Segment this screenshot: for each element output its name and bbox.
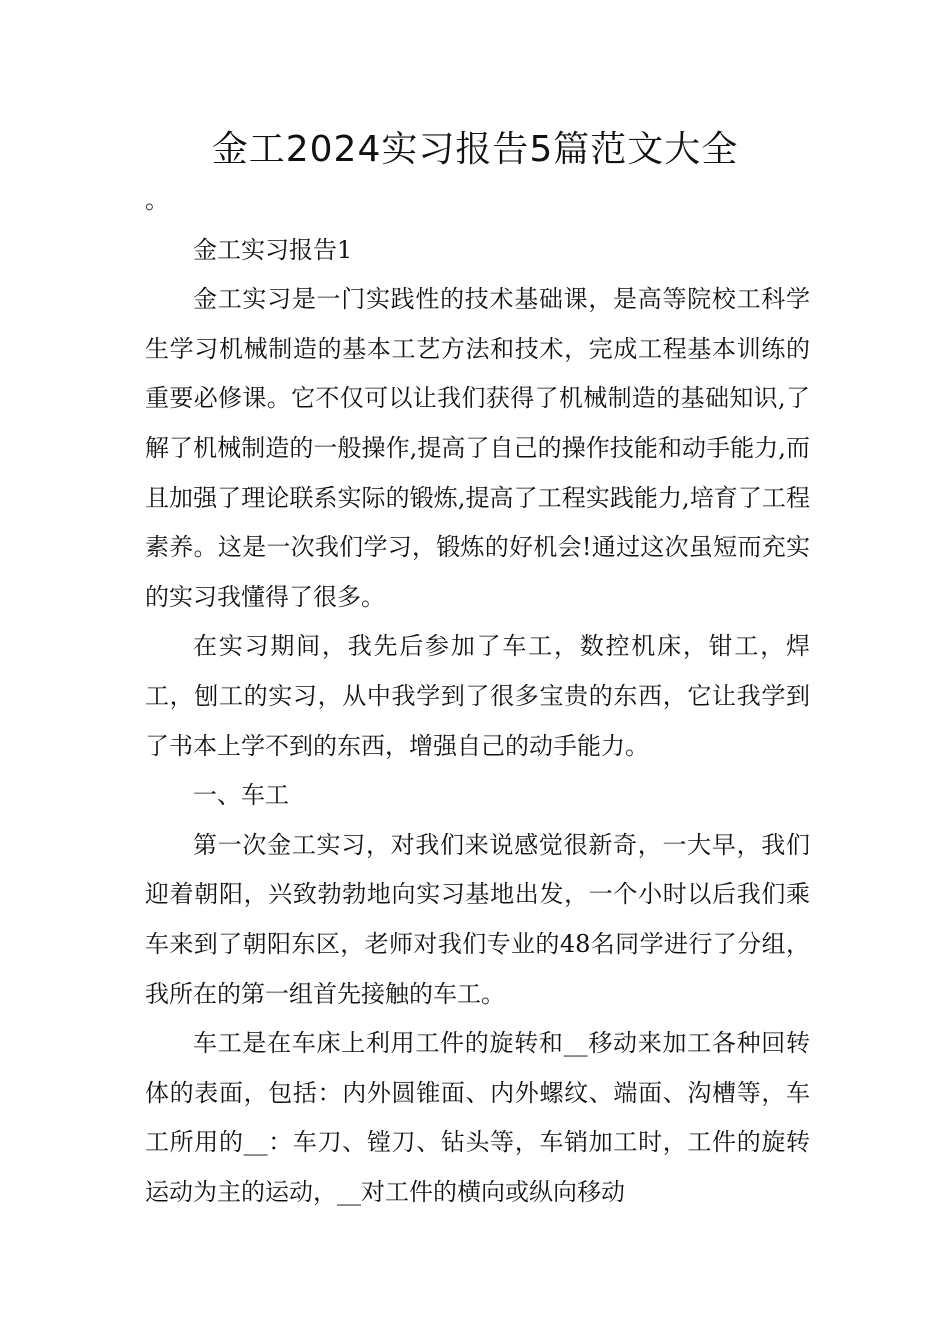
section-heading: 金工实习报告1 bbox=[193, 235, 353, 264]
paragraph: 车工是在车床上利用工件的旋转和__移动来加工各种回转体的表面，包括：内外圆锥面、内外螺纹、端面、沟槽等，车工所用的__：车刀、镗刀、钻头等，车销加工时，工件的旋转运动为主的运动，__对工件的横向或纵向移动 bbox=[145, 1029, 810, 1206]
section-heading: 一、车工 bbox=[193, 781, 289, 810]
document-body bbox=[145, 176, 810, 1217]
paragraph: 在实习期间，我先后参加了车工，数控机床，钳工，焊工，刨工的实习，从中我学到了很多宝贵的东西，它让我学到了书本上学不到的东西，增强自己的动手能力。 bbox=[145, 632, 810, 760]
document-title: 金工2024实习报告5篇范文大全 bbox=[211, 129, 739, 170]
paragraph: 第一次金工实习，对我们来说感觉很新奇，一大早，我们迎着朝阳，兴致勃勃地向实习基地出发，一个小时以后我们乘车来到了朝阳东区，老师对我们专业的48名同学进行了分组，我所在的第一组首先接触的车工。 bbox=[145, 830, 810, 1008]
leading-mark: 。 bbox=[145, 186, 169, 214]
paragraph: 金工实习是一门实践性的技术基础课，是高等院校工科学生学习机械制造的基本工艺方法和技术，完成工程基本训练的重要必修课。它不仅可以让我们获得了机械制造的基础知识,了解了机械制造的一般操作,提高了自己的操作技能和动手能力,而且加强了理论联系实际的锻炼,提高了工程实践能力,培育了工程素养。这是一次我们学习，锻炼的好机会!通过这次虽短而充实的实习我懂得了很多。 bbox=[145, 285, 810, 611]
